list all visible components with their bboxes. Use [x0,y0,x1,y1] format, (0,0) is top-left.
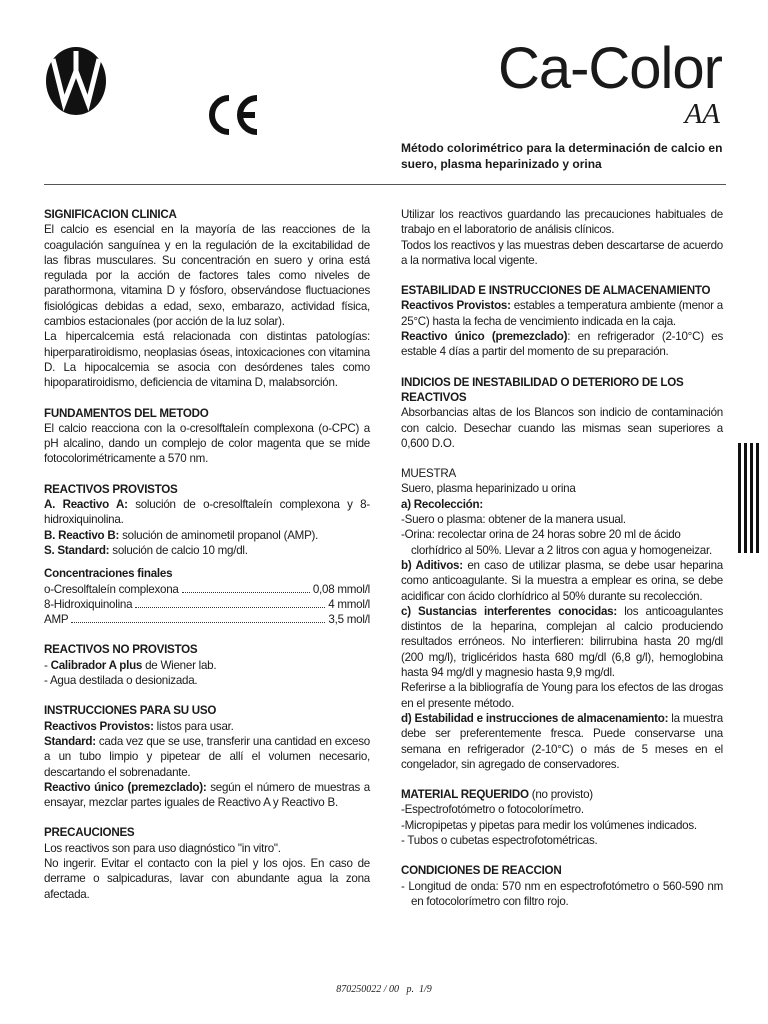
item-text: en caso de utilizar plasma, se debe usar heparina como anticoagulante. Si la muestra a emplear es orina, se debe acidificar con ácido clorhídrico al 50% durante su recolección. [401,558,723,603]
section-concentraciones [44,566,370,627]
item-label: b) Aditivos: [401,558,463,572]
item-text: : en refrigerador (2-10°C) es estable 4 días a partir del momento de su preparación. [401,330,723,359]
section-material [401,787,723,848]
concentration-row [44,582,370,597]
section-precauciones-cont [401,207,723,268]
list-item: - Calibrador A plus de Wiener lab. [44,658,217,672]
section-muestra [401,466,723,772]
item-text: de Wiener lab. [142,658,217,672]
paragraph: El calcio reacciona con la o-cresolftaleín complexona (o-CPC) a pH alcalino, dando un complejo de color magenta que se mide fotocolorimétricamente a 570 nm. [44,421,370,466]
item-text: Espectrofotómetro o fotocolorímetro. [404,803,584,817]
item-text: según el número de muestras a ensayar, mezclar partes iguales de Reactivo A y Reactivo B. [44,780,370,810]
dot-leader [135,607,325,608]
reagent-b [44,528,370,543]
reagent-text: solución de calcio 10 mg/dl. [109,543,248,557]
paragraph [401,604,723,680]
section-reactivos-no-provistos [44,642,370,688]
section-condiciones [401,863,723,909]
section-heading: MUESTRA [401,467,456,481]
item-text: Longitud de onda: 570 nm en espectrofotómetro o 560-590 nm en fotocolorímetro con filtro rojo. [408,879,723,908]
product-subtitle: AA [684,98,720,130]
section-reactivos-provistos [44,482,370,558]
item-text: la muestra debe ser preferentemente fresca. Puede conservarse una semana en refrigerador (2-10°C) o más de 5 meses en el congelador, sin agregado de conservadores. [401,711,723,771]
section-estabilidad [401,283,723,359]
list-item: -Orina: recolectar orina de 24 horas sobre 20 ml de ácido clorhídrico al 50%. Llevar a 2 litros con agua y homogeneizar. [401,528,712,557]
list-item: -Espectrofotómetro o fotocolorímetro. [401,803,584,817]
heading-note: (no provisto) [528,788,593,802]
item-text: Suero o plasma: obtener de la manera usual. [404,513,626,527]
heading-text: MATERIAL REQUERIDO [401,788,529,802]
list-item: -Micropipetas y pipetas para medir los volúmenes indicados. [401,818,697,832]
section-fundamentos [44,406,370,467]
concentration-value: 0,08 mmol/l [312,582,370,596]
item-label: a) Recolección: [401,497,483,511]
paragraph [44,780,370,811]
reagent-label: B. Reactivo B: [44,528,120,542]
item-text: Orina: recolectar orina de 24 horas sobre 20 ml de ácido clorhídrico al 50%. Llevar a 2 litros con agua y homogeneizar. [404,528,712,557]
section-tab-marker [738,443,758,553]
dot-leader [182,592,310,593]
list [44,658,370,689]
list [401,512,723,558]
subsection-heading: Concentraciones finales [44,567,173,581]
section-heading: SIGNIFICACION CLINICA [44,208,177,221]
item-label: Reactivos Provistos: [44,719,154,733]
paragraph: El calcio es esencial en la mayoría de las reacciones de la coagulación sanguínea y en la regulación de la excitabilidad de las fibras musculares. Su concentración en suero y orina está regulada por la acción de factores tales como niveles de parathormona, vitamina D y fósforo, observándose fluctuaciones fisiológicas debidas a edad, sexo, embarazo, actividad física, cambios estacionales (por acción de la luz solar). [44,223,370,329]
item-text: los anticoagulantes distintos de la heparina, complejan al calcio produciendo resultados erróneos. No interfieren: bilirrubina hasta 20 mg/dl (200 mg/l), triglicéridos hasta 680 mg/dl (6,8 g/l), hemoglobina hasta 94 mg/dl y magnesio hasta 9,9 mg/dl. [401,604,724,680]
list-item: - Agua destilada o desionizada. [44,674,198,688]
paragraph [401,711,723,772]
list [401,879,723,910]
section-heading: INDICIOS DE INESTABILIDAD O DETERIORO DE LOS REACTIVOS [401,375,684,404]
item-text: cada vez que se use, transferir una cantidad en exceso a un tubo limpio y pipetear de allí el volumen necesario, descartando el sobrenadante. [44,734,370,779]
section-heading: ESTABILIDAD E INSTRUCCIONES DE ALMACENAMIENTO [401,284,711,298]
tab-bar [756,443,759,553]
reagent-s [44,543,370,558]
paragraph [44,719,370,734]
paragraph [401,298,723,329]
concentration-name: 8-Hidroxiquinolina [44,597,133,611]
section-heading [401,787,723,802]
concentration-value: 3,5 mol/l [328,613,370,627]
item-text: Tubos o cubetas espectrofotométricas. [407,833,598,847]
list-item: - Longitud de onda: 570 nm en espectrofotómetro o 560-590 nm en fotocolorímetro con filtro rojo. [401,879,723,908]
subheading [401,497,723,512]
reagent-a [44,497,370,528]
item-text: estables a temperatura ambiente (menor a 25°C) hasta la fecha de vencimiento indicada en la caja. [401,299,723,328]
reagent-label: S. Standard: [44,543,110,557]
section-heading: FUNDAMENTOS DEL METODO [44,406,209,420]
reagent-text: solución de o-cresolftaleín complexona y 8-hidroxiquinolina. [44,498,370,527]
item-label: Reactivo único (premezclado) [401,330,568,344]
concentration-value: 4 mmol/l [328,597,370,611]
product-title: Ca-Color [497,36,722,101]
reagent-label: A. Reactivo A: [44,498,128,512]
paragraph [44,734,370,780]
item-label: c) Sustancias interferentes conocidas: [401,604,617,618]
paragraph: No ingerir. Evitar el contacto con la piel y los ojos. En caso de derrame o salpicaduras, lavar con abundante agua la zona afectada. [44,856,370,901]
paragraph: La hipercalcemia está relacionada con distintas patologías: hiperparatiroidismo, neoplasias óseas, intoxicaciones con vitamina D. La hipocalcemia se asocia con desórdenes tales como hipoparatiroidismo, deficiencia de vitamina D, malabsorción. [44,330,370,390]
section-heading: INSTRUCCIONES PARA SU USO [44,704,217,718]
right-column [401,207,723,909]
list [401,802,723,848]
paragraph: Los reactivos son para uso diagnóstico "in vitro". [44,841,281,855]
tab-bar [738,443,741,553]
section-instrucciones [44,703,370,810]
section-heading: REACTIVOS NO PROVISTOS [44,643,198,657]
section-heading: REACTIVOS PROVISTOS [44,482,178,496]
header-divider [44,184,726,185]
list-item: - Tubos o cubetas espectrofotométricas. [401,833,598,847]
item-text: Agua destilada o desionizada. [49,674,198,688]
concentration-name: AMP [44,613,69,627]
paragraph: Suero, plasma heparinizado u orina [401,482,576,496]
section-heading: CONDICIONES DE REACCION [401,864,562,878]
paragraph: Absorbancias altas de los Blancos son indicio de contaminación con calcio. Desechar cuando las mismas sean superiores a 0,600 D.O. [401,406,723,450]
item-label: Standard: [44,734,96,748]
paragraph: Todos los reactivos y las muestras deben descartarse de acuerdo a la normativa local vigente. [401,238,723,267]
page-footer: 870250022 / 00 p. 1/9 [336,984,432,995]
concentration-row [44,612,370,627]
section-indicios [401,375,723,451]
item-text: listos para usar. [153,719,234,733]
paragraph [401,558,723,604]
item-label: Reactivo único (premezclado): [44,780,207,794]
concentration-row [44,597,370,612]
item-label: Reactivos Provistos: [401,299,511,313]
item-label: Calibrador A plus [50,658,143,672]
paragraph: Utilizar los reactivos guardando las precauciones habituales de trabajo en el laboratorio de análisis clínicos. [401,208,723,237]
method-description: Método colorimétrico para la determinación de calcio en suero, plasma heparinizado y orina [401,141,723,171]
paragraph [401,329,723,360]
concentration-name: o-Cresolftaleín complexona [44,582,179,596]
wiener-w-logo-icon [44,45,108,117]
list-item: -Suero o plasma: obtener de la manera usual. [401,513,626,527]
item-text: Micropipetas y pipetas para medir los volúmenes indicados. [404,818,697,832]
section-heading: PRECAUCIONES [44,826,135,840]
section-significacion-clinica [44,207,370,391]
tab-bar [744,443,747,553]
left-column [44,207,370,902]
ce-mark-icon [205,92,263,138]
tab-bar [750,443,753,553]
section-precauciones [44,825,370,901]
paragraph: Referirse a la bibliografía de Young para los efectos de las drogas en el presente método. [401,681,723,710]
dot-leader [71,622,325,623]
item-label: d) Estabilidad e instrucciones de almacenamiento: [401,711,669,725]
reagent-text: solución de aminometil propanol (AMP). [119,528,319,542]
